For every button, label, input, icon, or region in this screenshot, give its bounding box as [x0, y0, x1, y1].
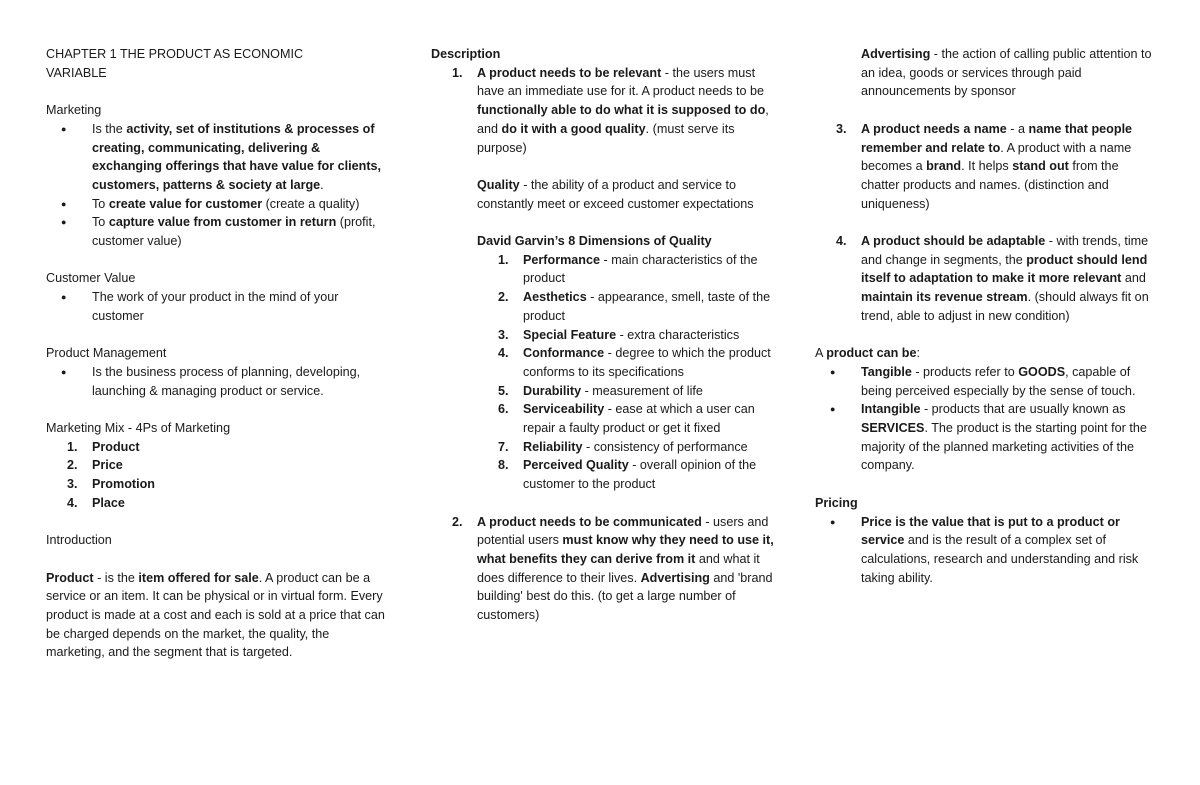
description-list-1 — [431, 64, 776, 158]
advertising-definition: Advertising - the action of calling public attention to an idea, goods or services through paid announcements by sponsor — [861, 47, 1152, 99]
list-item: 4. Conformance - degree to which the product conforms to its specifications — [498, 346, 771, 379]
description-list-3 — [815, 120, 1160, 214]
chapter-title-line1: CHAPTER 1 THE PRODUCT AS ECONOMIC — [46, 47, 304, 61]
list-item: ● Is the activity, set of institutions & processes of creating, communicating, delivering & exchanging offerings that have value for clients, customers, patterns & society at large. — [46, 120, 386, 195]
list-item: 2. A product needs to be communicated - users and potential users must know why they need to use it, what benefits they can derive from it and what it does difference to their lives. Advertising and 'brand building' best do this. (to get a large number of customers) — [452, 514, 774, 623]
marketing-heading: Marketing — [46, 103, 102, 118]
list-item: 3. A product needs a name - a name that people remember and relate to. A product with a name becomes a brand. It helps stand out from the chatter products and names. (distinction and uniqueness) — [836, 121, 1133, 211]
quality-definition: Quality - the ability of a product and service to constantly meet or exceed customer expectations — [477, 177, 754, 211]
garvin-dimensions-list — [431, 251, 776, 494]
list-item: ● Is the business process of planning, developing, launching & managing product or service. — [46, 363, 386, 400]
description-heading: Description — [431, 47, 501, 61]
product-can-be-heading: A product can be: — [815, 346, 920, 361]
list-item: ● To capture value from customer in return (profit, customer value) — [46, 213, 386, 250]
garvin-heading: David Garvin’s 8 Dimensions of Quality — [477, 234, 712, 248]
list-item: 1. Product — [67, 439, 140, 454]
list-item: 4. A product should be adaptable - with trends, time and change in segments, the product should lend itself to adaptation to make it more relevant and maintain its revenue stream. (should always fit on trend, able to adjust in new condition) — [836, 234, 1149, 323]
list-item: 3. Promotion — [67, 477, 155, 492]
column-left — [46, 45, 386, 662]
pricing-list — [815, 513, 1160, 588]
marketing-list — [46, 120, 386, 251]
chapter-title-line2: VARIABLE — [46, 65, 107, 80]
list-item: 2. Aesthetics - appearance, smell, taste of the product — [498, 290, 771, 323]
product-management-heading: Product Management — [46, 346, 167, 361]
list-item: 4. Place — [67, 495, 125, 510]
list-item: 7. Reliability - consistency of performance — [498, 439, 748, 454]
customer-value-list — [46, 288, 386, 325]
list-item: ● Price is the value that is put to a product or service and is the result of a complex set of calculations, research and understanding and risk taking ability. — [815, 513, 1160, 588]
description-list-4 — [815, 232, 1160, 326]
list-item: ● To create value for customer (create a quality) — [46, 195, 386, 214]
list-item: 1. Performance - main characteristics of the product — [498, 252, 758, 286]
list-item: 5. Durability - measurement of life — [498, 383, 703, 398]
customer-value-heading: Customer Value — [46, 271, 136, 286]
marketing-mix-list — [46, 438, 386, 513]
chapter-title — [46, 45, 386, 82]
list-item: 8. Perceived Quality - overall opinion of the customer to the product — [498, 458, 757, 492]
list-item: ● The work of your product in the mind of your customer — [46, 288, 386, 325]
list-item: 2. Price — [67, 458, 123, 473]
column-right — [815, 45, 1160, 587]
introduction-paragraph: Product - is the item offered for sale. A product can be a service or an item. It can be physical or in virtual form. Every product is made at a cost and each is sold at a price that can be charged depends on the market, the quality, the marketing, and the segment that is targeted. — [46, 570, 385, 660]
marketing-mix-heading: Marketing Mix - 4Ps of Marketing — [46, 421, 231, 435]
column-middle — [431, 45, 776, 625]
introduction-heading: Introduction — [46, 533, 112, 548]
pricing-heading: Pricing — [815, 495, 858, 510]
list-item: 1. A product needs to be relevant - the users must have an immediate use for it. A product needs to be functionally able to do what it is supposed to do, and do it with a good quality. (must serve its purpose) — [452, 65, 769, 155]
list-item: ● Tangible - products refer to GOODS, capable of being perceived especially by the sense of touch. — [815, 363, 1160, 400]
list-item: 3. Special Feature - extra characteristics — [498, 327, 740, 342]
product-management-list — [46, 363, 386, 400]
list-item: ● Intangible - products that are usually known as SERVICES. The product is the starting point for the majority of the planned marketing activities of the company. — [815, 400, 1160, 475]
list-item: 6. Serviceability - ease at which a user can repair a faulty product or get it fixed — [498, 402, 755, 436]
description-list-2 — [431, 513, 776, 625]
product-types-list — [815, 363, 1160, 475]
